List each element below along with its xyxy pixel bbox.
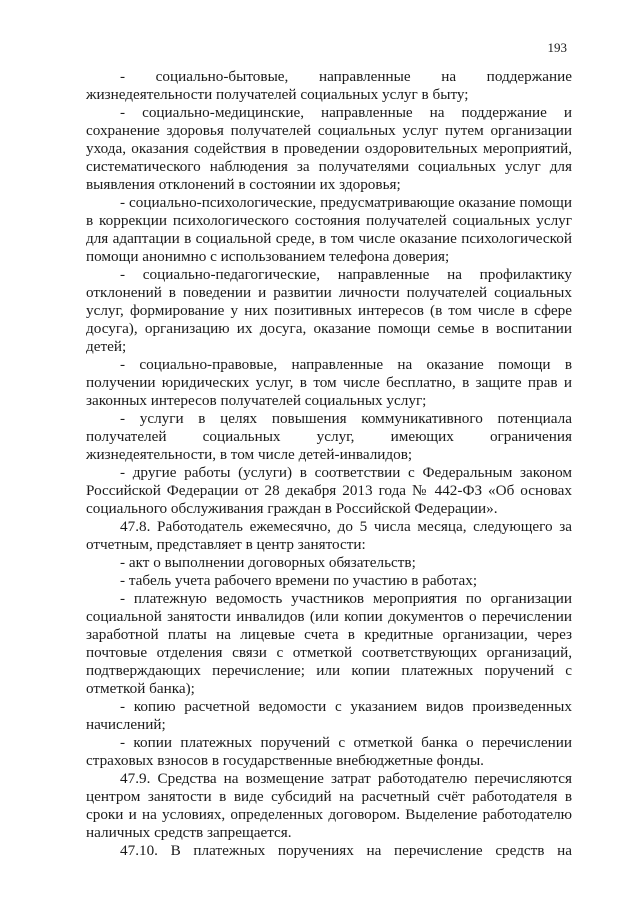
paragraph-settlement-statement-copy: - копию расчетной ведомости с указанием видов произведенных начислений; [86, 698, 572, 733]
paragraph-payroll-statement: - платежную ведомость участников мероприятия по организации социальной занятости инвалидов (или копии документов о перечислении заработной платы на лицевые счета в кредитные организации, через почтовые отделения связи с отметкой соответствующих организаций, подтверждающих перечисление; или копии платежных поручений с отметкой банка); [86, 590, 572, 697]
paragraph-social-household: - социально-бытовые, направленные на поддержание жизнедеятельности получателей социальных услуг в быту; [86, 68, 572, 103]
paragraph-payment-orders-copy: - копии платежных поручений с отметкой банка о перечислении страховых взносов в государственные внебюджетные фонды. [86, 734, 572, 769]
document-body [86, 68, 572, 860]
paragraph-clause-47-10: 47.10. В платежных поручениях на перечисление средств на [120, 842, 572, 859]
paragraph-social-legal: - социально-правовые, направленные на оказание помощи в получении юридических услуг, в том числе бесплатно, в защите прав и законных интересов получателей социальных услуг; [86, 356, 572, 409]
paragraph-time-sheet: - табель учета рабочего времени по участию в работах; [120, 572, 478, 589]
paragraph-social-psychological: - социально-психологические, предусматривающие оказание помощи в коррекции психологического состояния получателей социальных услуг для адаптации в социальной среде, в том числе оказание психологической помощи анонимно с использованием телефона доверия; [86, 194, 572, 265]
paragraph-other-works: - другие работы (услуги) в соответствии с Федеральным законом Российской Федерации от 28 декабря 2013 года № 442-ФЗ «Об основах социального обслуживания граждан в Российской Федерации». [86, 464, 572, 517]
paragraph-social-pedagogical: - социально-педагогические, направленные на профилактику отклонений в поведении и развитии личности получателей социальных услуг, формирование у них позитивных интересов (в том числе в сфере досуга), организацию их досуга, оказание помощи семье в воспитании детей; [86, 266, 572, 355]
paragraph-clause-47-8: 47.8. Работодатель ежемесячно, до 5 числа месяца, следующего за отчетным, представляет в центр занятости: [86, 518, 572, 553]
page-number: 193 [547, 40, 567, 55]
paragraph-communicative-services: - услуги в целях повышения коммуникативного потенциала получателей социальных услуг, имеющих ограничения жизнедеятельности, в том числе детей-инвалидов; [86, 410, 572, 463]
paragraph-social-medical: - социально-медицинские, направленные на поддержание и сохранение здоровья получателей социальных услуг путем организации ухода, оказания содействия в проведении оздоровительных мероприятий, систематического наблюдения за получателями социальных услуг для выявления отклонений в состоянии их здоровья; [86, 104, 572, 193]
paragraph-clause-47-9: 47.9. Средства на возмещение затрат работодателю перечисляются центром занятости в виде субсидий на расчетный счёт работодателя в сроки и на условиях, определенных договором. Выделение работодателю наличных средств запрещается. [86, 770, 572, 841]
paragraph-act-of-execution: - акт о выполнении договорных обязательств; [120, 554, 416, 571]
